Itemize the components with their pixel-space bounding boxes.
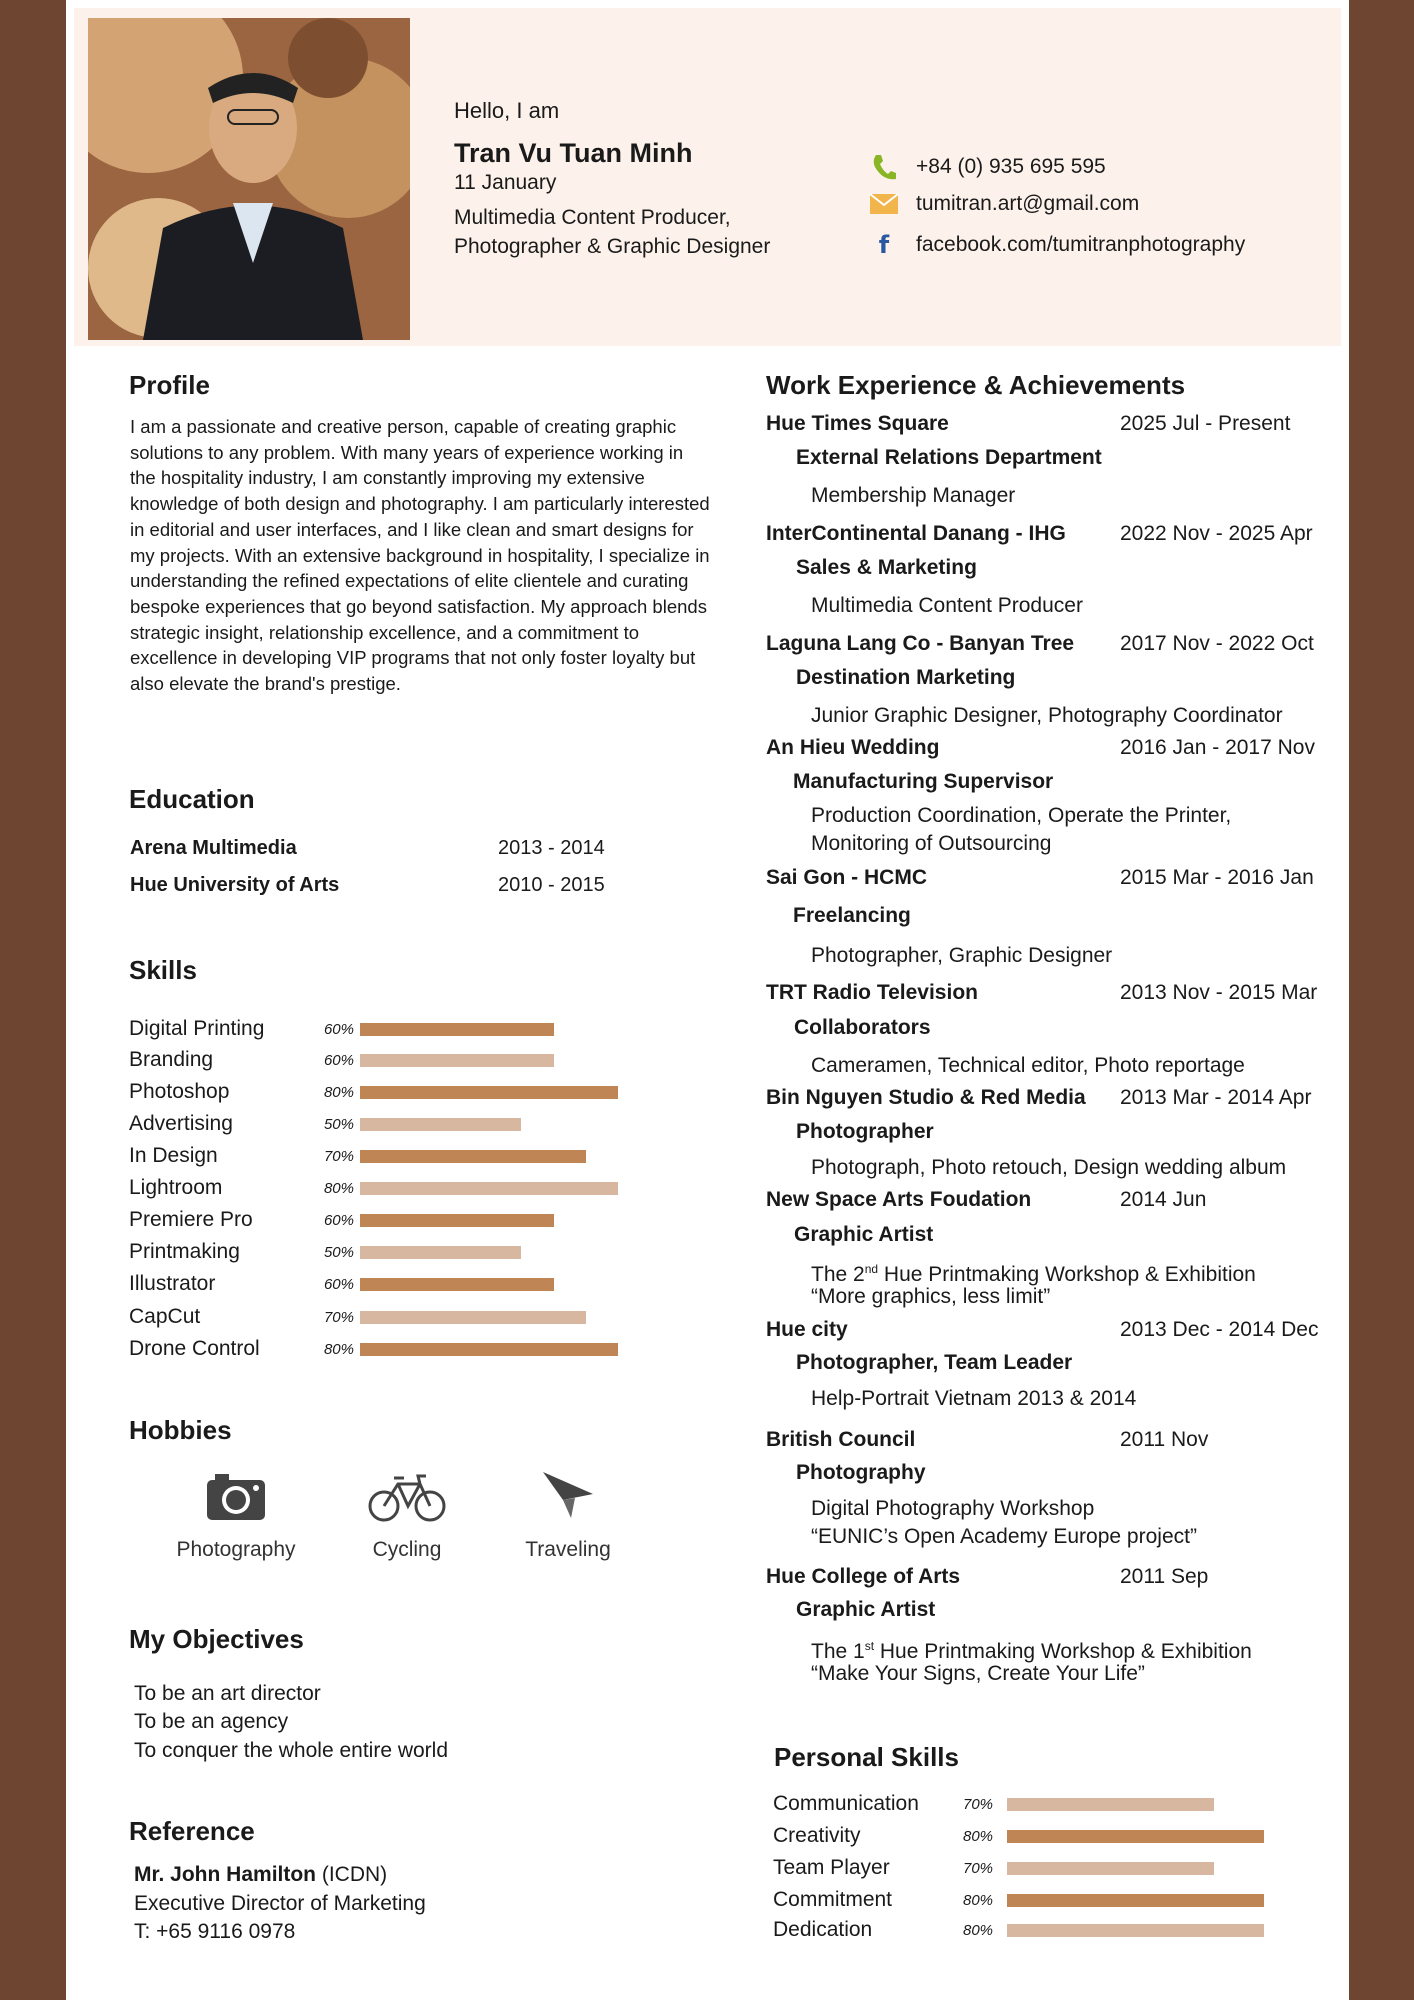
school-years: 2013 - 2014	[498, 837, 605, 859]
work-date: 2017 Nov - 2022 Oct	[1120, 632, 1314, 655]
hobby-label: Traveling	[525, 1538, 611, 1561]
work-date: 2011 Nov	[1120, 1428, 1209, 1451]
camera-icon	[166, 1470, 306, 1528]
school-name: Arena Multimedia	[130, 837, 297, 859]
work-department: Collaborators	[794, 1016, 931, 1039]
work-department: Graphic Artist	[796, 1598, 936, 1621]
skill-name: Drone Control	[129, 1337, 260, 1360]
skill-bar	[360, 1182, 618, 1195]
envelope-icon	[864, 193, 904, 215]
work-role-line: Help-Portrait Vietnam 2013 & 2014	[811, 1387, 1137, 1410]
skill-percent: 80%	[323, 1083, 354, 1101]
personal-skills-heading: Personal Skills	[774, 1742, 959, 1772]
work-date: 2015 Mar - 2016 Jan	[1120, 866, 1314, 889]
skill-bar	[360, 1246, 521, 1259]
skill-percent: 50%	[323, 1115, 354, 1133]
phone-number: +84 (0) 935 695 595	[916, 155, 1106, 178]
work-organization: Bin Nguyen Studio & Red Media	[766, 1086, 1086, 1109]
skill-row	[129, 1175, 618, 1201]
work-role-line: Membership Manager	[811, 484, 1016, 507]
skill-percent: 80%	[323, 1179, 354, 1197]
skill-percent: 60%	[323, 1051, 354, 1069]
work-department: Freelancing	[793, 904, 911, 927]
email-address: tumitran.art@gmail.com	[916, 192, 1140, 215]
work-role-line: The 1st Hue Printmaking Workshop & Exhibition	[811, 1639, 1252, 1663]
work-organization: An Hieu Wedding	[766, 736, 940, 759]
skill-row	[129, 1336, 618, 1362]
skills-heading: Skills	[129, 955, 197, 985]
personal-skill-percent: 70%	[963, 1859, 994, 1877]
skill-name: Lightroom	[129, 1176, 223, 1199]
work-department: Photography	[796, 1461, 926, 1484]
work-department: Sales & Marketing	[796, 556, 977, 579]
reference-name: Mr. John Hamilton	[134, 1863, 317, 1886]
personal-skill-percent: 80%	[963, 1827, 994, 1845]
work-organization: Hue city	[766, 1318, 848, 1341]
resume-page	[66, 0, 1349, 2000]
skill-bar	[360, 1343, 618, 1356]
work-organization: British Council	[766, 1428, 916, 1451]
skill-row	[129, 1016, 554, 1042]
hobbies-heading: Hobbies	[129, 1415, 232, 1445]
personal-skill-bar	[1007, 1924, 1264, 1937]
personal-skill-name: Creativity	[773, 1824, 861, 1847]
work-role-line: The 2nd Hue Printmaking Workshop & Exhibition	[811, 1262, 1256, 1286]
skill-bar	[360, 1086, 618, 1099]
person-name: Tran Vu Tuan Minh	[454, 138, 693, 168]
profile-text: I am a passionate and creative person, capable of creating graphic solutions to any problem. With many years of experience working in the hospitality industry, I am constantly improving my extensive knowledge of both design and photography. I am particularly interested in editorial and user interfaces, and I like clean and smart designs for my projects. With an extensive background in hospitality, I specialize in understanding the refined expectations of elite clientele and curating bespoke experiences that go beyond satisfaction. My approach blends strategic insight, relationship excellence, and a commitment to excellence in developing VIP programs that not only foster loyalty but also elevate the brand's prestige.	[130, 416, 710, 695]
objective-item: To be an agency	[134, 1710, 289, 1733]
skill-name: Illustrator	[129, 1272, 216, 1295]
job-title	[454, 203, 814, 261]
work-role-line: Digital Photography Workshop	[811, 1497, 1095, 1520]
skill-row	[129, 1207, 554, 1233]
facebook-url: facebook.com/tumitranphotography	[916, 233, 1246, 256]
email-contact[interactable]	[864, 192, 1139, 216]
reference-org: (ICDN)	[321, 1863, 388, 1886]
skill-row	[129, 1304, 586, 1330]
personal-skill-bar	[1007, 1862, 1214, 1875]
job-title-line: Photographer & Graphic Designer	[454, 235, 771, 258]
personal-skill-name: Commitment	[773, 1888, 893, 1911]
work-role-line: Multimedia Content Producer	[811, 594, 1083, 617]
skill-percent: 80%	[323, 1340, 354, 1358]
skill-bar	[360, 1311, 586, 1324]
objectives-heading: My Objectives	[129, 1624, 304, 1654]
job-title-line: Multimedia Content Producer,	[454, 206, 731, 229]
skill-row	[129, 1111, 521, 1137]
skill-bar	[360, 1118, 521, 1131]
skill-bar	[360, 1023, 554, 1036]
work-date: 2025 Jul - Present	[1120, 412, 1291, 435]
reference-phone: T: +65 9116 0978	[134, 1920, 296, 1943]
work-role-line: “More graphics, less limit”	[811, 1285, 1051, 1308]
work-organization: InterContinental Danang - IHG	[766, 522, 1066, 545]
personal-skill-row	[773, 1791, 1214, 1817]
skill-bar	[360, 1150, 586, 1163]
facebook-contact[interactable]	[864, 231, 1245, 259]
birthday: 11 January	[454, 171, 557, 194]
work-role-line: Photographer, Graphic Designer	[811, 944, 1113, 967]
work-role-line: Production Coordination, Operate the Printer,	[811, 804, 1232, 827]
hobby-cycling	[347, 1470, 467, 1562]
objective-item: To be an art director	[134, 1682, 321, 1705]
work-date: 2013 Nov - 2015 Mar	[1120, 981, 1318, 1004]
work-organization: Hue College of Arts	[766, 1565, 961, 1588]
skill-row	[129, 1271, 554, 1297]
hobby-label: Cycling	[372, 1538, 442, 1561]
facebook-icon: f	[878, 231, 890, 259]
skill-percent: 70%	[323, 1147, 354, 1165]
profile-photo	[88, 18, 410, 340]
hobby-label: Photography	[176, 1538, 296, 1561]
work-organization: Laguna Lang Co - Banyan Tree	[766, 632, 1075, 655]
work-role-line: Junior Graphic Designer, Photography Coordinator	[811, 704, 1283, 727]
phone-icon	[864, 153, 904, 181]
skill-bar	[360, 1214, 554, 1227]
skill-row	[129, 1239, 521, 1265]
skill-name: Advertising	[129, 1112, 233, 1135]
personal-skill-row	[773, 1887, 1264, 1913]
personal-skill-percent: 70%	[963, 1795, 994, 1813]
reference-name-line	[134, 1863, 387, 1887]
skill-name: Printmaking	[129, 1240, 240, 1263]
work-organization: TRT Radio Television	[766, 981, 978, 1004]
work-date: 2013 Dec - 2014 Dec	[1120, 1318, 1319, 1341]
header	[74, 8, 1341, 346]
skill-name: Photoshop	[129, 1080, 230, 1103]
work-role-line: Photograph, Photo retouch, Design wedding album	[811, 1156, 1287, 1179]
work-organization: Sai Gon - HCMC	[766, 866, 927, 889]
work-date: 2011 Sep	[1120, 1565, 1209, 1588]
objective-item: To conquer the whole entire world	[134, 1739, 449, 1762]
education-heading: Education	[129, 784, 255, 814]
skill-percent: 70%	[323, 1308, 354, 1326]
work-role-line: Monitoring of Outsourcing	[811, 832, 1052, 855]
work-date: 2022 Nov - 2025 Apr	[1120, 522, 1313, 545]
skill-percent: 60%	[323, 1020, 354, 1038]
skill-name: Branding	[129, 1048, 214, 1071]
work-date: 2016 Jan - 2017 Nov	[1120, 736, 1315, 759]
skill-name: CapCut	[129, 1305, 201, 1328]
phone-contact[interactable]	[864, 153, 1106, 181]
work-date: 2013 Mar - 2014 Apr	[1120, 1086, 1312, 1109]
hobby-traveling	[503, 1470, 633, 1562]
work-department: Photographer, Team Leader	[796, 1351, 1073, 1374]
personal-skill-percent: 80%	[963, 1891, 994, 1909]
skill-bar	[360, 1054, 554, 1067]
work-organization: Hue Times Square	[766, 412, 949, 435]
personal-skill-row	[773, 1855, 1214, 1881]
personal-skill-row	[773, 1823, 1264, 1849]
skill-row	[129, 1079, 618, 1105]
personal-skill-name: Team Player	[773, 1856, 890, 1879]
paper-plane-icon	[503, 1470, 633, 1528]
work-role-line: “Make Your Signs, Create Your Life”	[811, 1662, 1145, 1685]
skill-row	[129, 1143, 586, 1169]
reference-heading: Reference	[129, 1816, 255, 1846]
work-organization: New Space Arts Foudation	[766, 1188, 1032, 1211]
personal-skill-bar	[1007, 1830, 1264, 1843]
skill-bar	[360, 1278, 554, 1291]
skill-name: Digital Printing	[129, 1017, 265, 1040]
personal-skill-bar	[1007, 1798, 1214, 1811]
personal-skill-percent: 80%	[963, 1921, 994, 1939]
personal-skill-name: Communication	[773, 1792, 919, 1815]
work-role-line: Cameramen, Technical editor, Photo reportage	[811, 1054, 1245, 1077]
education-item	[130, 837, 605, 860]
school-name: Hue University of Arts	[130, 874, 340, 896]
personal-skill-name: Dedication	[773, 1918, 873, 1941]
school-years: 2010 - 2015	[498, 874, 605, 896]
work-department: Destination Marketing	[796, 666, 1016, 689]
work-role-line: “EUNIC’s Open Academy Europe project”	[811, 1525, 1197, 1548]
hobby-photography	[166, 1470, 306, 1562]
work-department: External Relations Department	[796, 446, 1102, 469]
skill-name: In Design	[129, 1144, 218, 1167]
work-date: 2014 Jun	[1120, 1188, 1207, 1211]
profile-heading: Profile	[129, 370, 210, 400]
skill-percent: 60%	[323, 1211, 354, 1229]
personal-skill-row	[773, 1917, 1264, 1943]
reference-role: Executive Director of Marketing	[134, 1892, 426, 1915]
work-department: Photographer	[796, 1120, 934, 1143]
work-heading: Work Experience & Achievements	[766, 370, 1186, 400]
personal-skill-bar	[1007, 1894, 1264, 1907]
work-department: Manufacturing Supervisor	[793, 770, 1054, 793]
greeting: Hello, I am	[454, 98, 560, 123]
skill-name: Premiere Pro	[129, 1208, 253, 1231]
skill-row	[129, 1047, 554, 1073]
bicycle-icon	[347, 1470, 467, 1528]
skill-percent: 50%	[323, 1243, 354, 1261]
skill-percent: 60%	[323, 1275, 354, 1293]
work-department: Graphic Artist	[794, 1223, 934, 1246]
education-item	[130, 874, 605, 897]
